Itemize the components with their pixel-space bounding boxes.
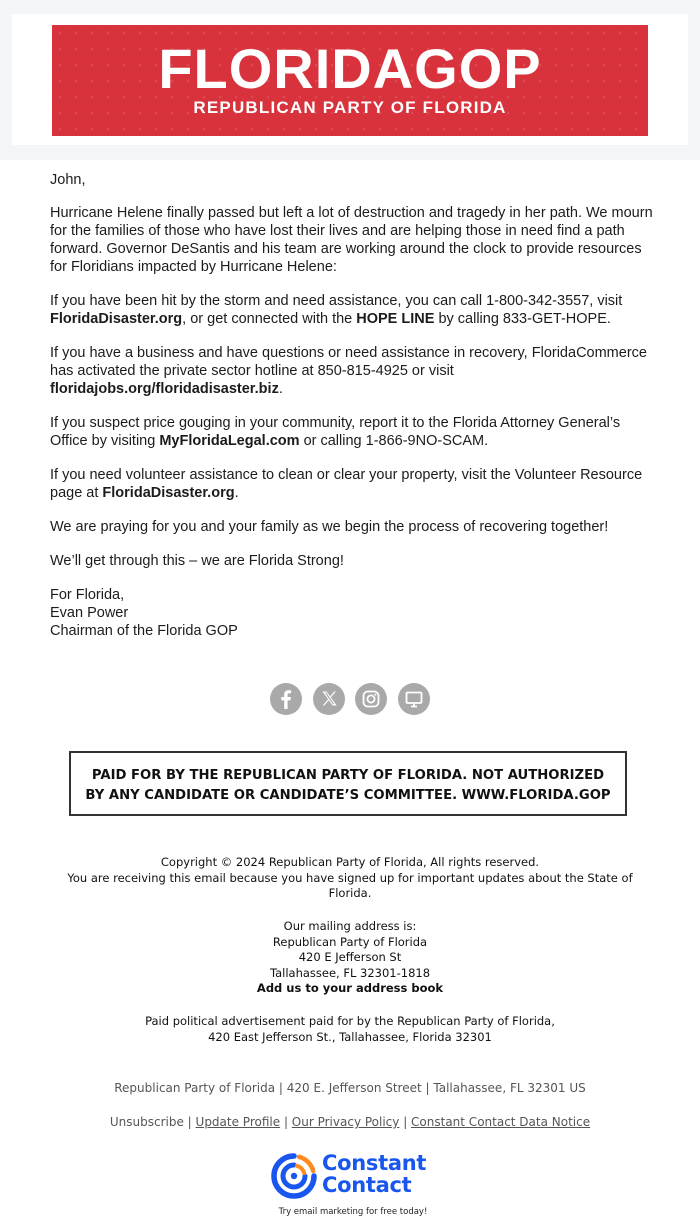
paragraph-4-text-a: If you suspect price gouging in your community, report it to the Florida Attorney General’s Office by visiting xyxy=(50,415,621,449)
paragraph-5 xyxy=(50,466,655,502)
footer-paid-block xyxy=(60,1014,640,1045)
paragraph-2-text-b: , or get connected with the xyxy=(182,311,357,327)
paid-for-disclaimer xyxy=(69,751,627,816)
sender-address-line: Republican Party of Florida | 420 E. Jefferson Street | Tallahassee, FL 32301 US xyxy=(114,1081,586,1095)
floridadisaster-link[interactable]: FloridaDisaster.org xyxy=(50,311,183,327)
cc-wordmark-line-2: Contact xyxy=(322,1173,412,1197)
paragraph-5-text-a: If you need volunteer assistance to clean or clear your property, visit the Volunteer Resource page at xyxy=(50,467,643,501)
paragraph-4 xyxy=(50,414,655,450)
paragraph-2-text-c: by calling 833-GET-HOPE. xyxy=(434,311,611,327)
constant-contact-logo[interactable] xyxy=(268,1150,438,1230)
floridajobs-link[interactable]: floridajobs.org/floridadisaster.biz xyxy=(50,381,279,397)
floridadisaster-link-2[interactable]: FloridaDisaster.org xyxy=(102,485,235,501)
address-line-2: 420 E Jefferson St xyxy=(298,950,402,964)
constant-contact-icon xyxy=(270,1152,318,1200)
paragraph-3-text-b: . xyxy=(278,381,283,397)
paragraph-3 xyxy=(50,344,655,398)
disclaimer-line-1: PAID FOR BY THE REPUBLICAN PARTY OF FLORIDA. NOT AUTHORIZED xyxy=(91,768,605,783)
separator: | xyxy=(399,1115,412,1129)
letter-body xyxy=(50,171,655,640)
footer-links xyxy=(0,1115,700,1129)
constant-contact-wordmark xyxy=(322,1152,426,1196)
paid-ad-line-1: Paid political advertisement paid for by the Republican Party of Florida, xyxy=(145,1014,555,1028)
greeting: John, xyxy=(50,172,86,188)
copyright-text: Copyright © 2024 Republican Party of Florida, All rights reserved. xyxy=(160,855,540,869)
signature-line-1: For Florida, xyxy=(50,587,125,603)
separator: | xyxy=(280,1115,292,1129)
unsubscribe-link[interactable]: Unsubscribe xyxy=(109,1115,184,1129)
address-line-3: Tallahassee, FL 32301-1818 xyxy=(269,965,431,980)
separator: | xyxy=(183,1115,196,1129)
add-to-address-book-link[interactable] xyxy=(60,981,640,997)
signature-line-3: Chairman of the Florida GOP xyxy=(50,623,238,639)
receiving-text: You are receiving this email because you have signed up for important updates about the State of Florida. xyxy=(67,870,633,900)
mailing-label: Our mailing address is: xyxy=(283,919,417,933)
address-line-1: Republican Party of Florida xyxy=(272,934,428,949)
update-profile-link[interactable]: Update Profile xyxy=(195,1115,281,1129)
website-icon[interactable] xyxy=(398,683,430,715)
paragraph-2-text-a: If you have been hit by the storm and need assistance, you can call 1-800-342-3557, visit xyxy=(50,293,623,309)
paragraph-3-text-a: If you have a business and have questions or need assistance in recovery, FloridaCommerce has activated the private sector hotline at 850-815-4925 or visit xyxy=(50,345,647,379)
footer-copyright-block xyxy=(60,855,640,902)
signature-line-2: Evan Power xyxy=(50,605,129,621)
hope-line-text: HOPE LINE xyxy=(356,311,435,327)
paragraph-1: Hurricane Helene finally passed but left a lot of destruction and tragedy in her path. We mourn for the families of those who have lost their lives and are helping those in need find a path forward. Governor DeSantis and his team are working around the clock to provide resources for Floridians impacted by Hurricane Helene: xyxy=(50,205,653,275)
paragraph-6: We are praying for you and your family as we begin the process of recovering together! xyxy=(50,519,609,535)
paid-ad-line-2: 420 East Jefferson St., Tallahassee, Florida 32301 xyxy=(208,1029,492,1044)
facebook-icon[interactable] xyxy=(270,683,302,715)
banner-subtitle: REPUBLICAN PARTY OF FLORIDA xyxy=(193,98,507,117)
data-notice-link[interactable]: Constant Contact Data Notice xyxy=(411,1115,591,1129)
paragraph-7: We’ll get through this – we are Florida Strong! xyxy=(50,553,344,569)
footer-address-block xyxy=(60,919,640,997)
constant-contact-tagline: Try email marketing for free today! xyxy=(278,1207,428,1217)
florida-gop-banner[interactable] xyxy=(52,25,648,136)
logo-text: FLORIDAGOP xyxy=(158,37,542,100)
banner-logo xyxy=(52,39,648,99)
social-icons xyxy=(0,683,700,715)
paragraph-4-text-b: or calling 1-866-9NO-SCAM. xyxy=(299,433,489,449)
paragraph-5-text-b: . xyxy=(234,485,239,501)
signature xyxy=(50,586,655,640)
cc-wordmark-line-1: Constant xyxy=(322,1151,427,1175)
disclaimer-line-2: BY ANY CANDIDATE OR CANDIDATE’S COMMITTEE. WWW.FLORIDA.GOP xyxy=(85,788,611,803)
privacy-policy-link[interactable]: Our Privacy Policy xyxy=(291,1115,400,1129)
myfloridalegal-link[interactable]: MyFloridaLegal.com xyxy=(159,433,300,449)
instagram-icon[interactable] xyxy=(355,683,387,715)
x-icon[interactable] xyxy=(313,683,345,715)
add-to-address-book-label: Add us to your address book xyxy=(256,981,444,995)
paragraph-2 xyxy=(50,292,655,328)
